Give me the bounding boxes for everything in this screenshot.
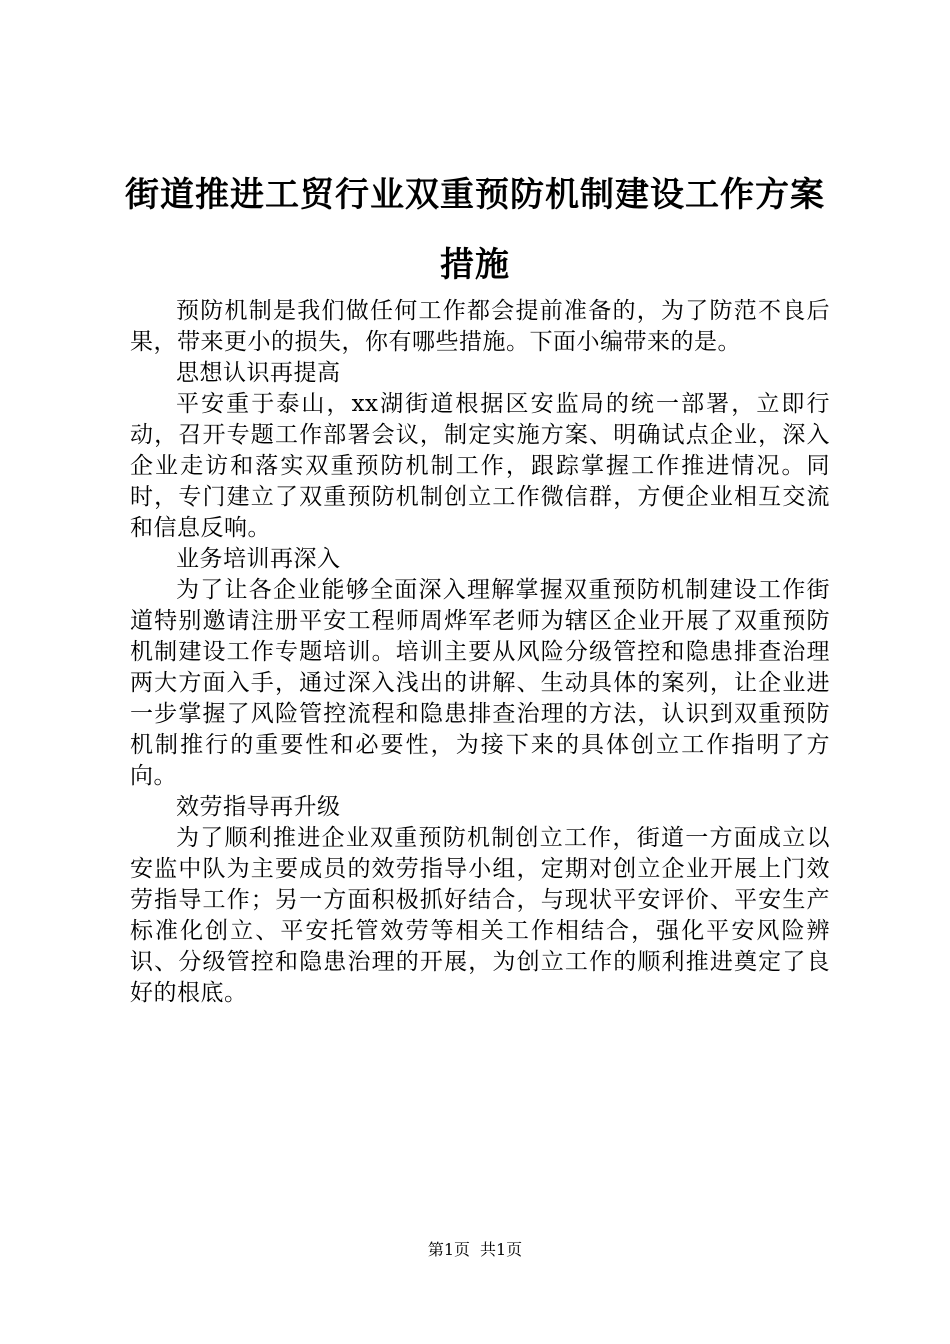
section-heading-2: 业务培训再深入 [176, 546, 341, 572]
title-line-2: 措施 [440, 245, 510, 285]
title-line-1: 街道推进工贸行业双重预防机制建设工作方案 [125, 175, 825, 215]
page-footer [0, 1240, 950, 1260]
section-body-3: 为了顺利推进企业双重预防机制创立工作，街道一方面成立以安监中队为主要成员的效劳指导小组，定期对创立企业开展上门效劳指导工作；另一方面积极抓好结合，与现状平安评价、平安生产标准化创立、平安托管效劳等相关工作相结合，强化平安风险辨识、分级管控和隐患治理的开展，为创立工作的顺利推进奠定了良好的根底。 [130, 825, 830, 1006]
section-heading-1: 思想认识再提高 [176, 360, 341, 386]
document-title [0, 160, 950, 300]
document-body [130, 296, 830, 1009]
section-heading-3: 效劳指导再升级 [176, 794, 341, 820]
intro-paragraph: 预防机制是我们做任何工作都会提前准备的，为了防范不良后果，带来更小的损失，你有哪些措施。下面小编带来的是。 [130, 298, 830, 355]
section-body-2: 为了让各企业能够全面深入理解掌握双重预防机制建设工作街道特别邀请注册平安工程师周烨军老师为辖区企业开展了双重预防机制建设工作专题培训。培训主要从风险分级管控和隐患排查治理两大方面入手，通过深入浅出的讲解、生动具体的案列，让企业进一步掌握了风险管控流程和隐患排查治理的方法，认识到双重预防机制推行的重要性和必要性，为接下来的具体创立工作指明了方向。 [130, 577, 830, 789]
section-body-1: 平安重于泰山，xx湖街道根据区安监局的统一部署，立即行动，召开专题工作部署会议，制定实施方案、明确试点企业，深入企业走访和落实双重预防机制工作，跟踪掌握工作推进情况。同时，专门建立了双重预防机制创立工作微信群，方便企业相互交流和信息反响。 [130, 391, 830, 541]
page-number: 第1页 [427, 1240, 470, 1259]
page-total: 共1页 [480, 1240, 523, 1259]
